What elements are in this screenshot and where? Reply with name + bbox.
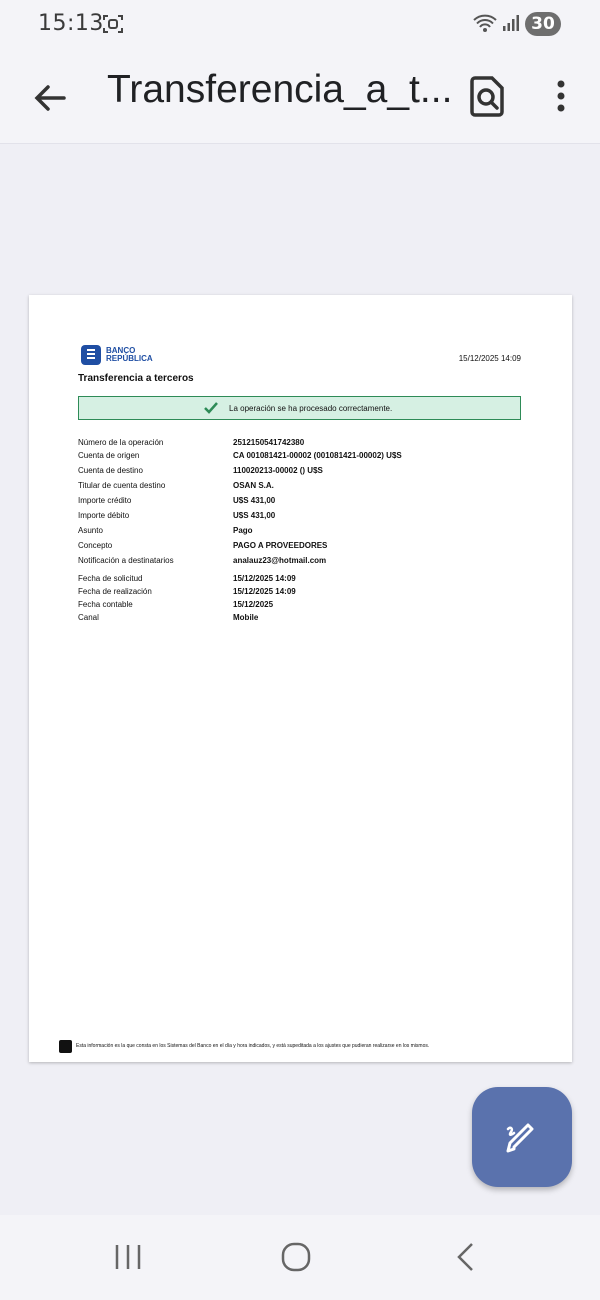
document-page[interactable] xyxy=(29,295,572,1062)
row-value: OSAN S.A. xyxy=(233,481,274,490)
back-arrow-icon[interactable] xyxy=(28,76,72,120)
success-message: La operación se ha procesado correctamente. xyxy=(229,404,393,413)
row-label: Notificación a destinatarios xyxy=(78,556,174,565)
row-label: Importe débito xyxy=(78,511,130,520)
row-value: PAGO A PROVEEDORES xyxy=(233,541,328,550)
status-bar xyxy=(0,0,600,48)
edit-pen-icon xyxy=(502,1117,542,1157)
row-value: U$S 431,00 xyxy=(233,496,276,505)
bank-name-line1: BANCO xyxy=(106,346,136,355)
row-value: CA 001081421-00002 (001081421-00002) U$S xyxy=(233,451,402,460)
row-value: 15/12/2025 14:09 xyxy=(233,587,296,596)
bank-name-line2: REPÚBLICA xyxy=(106,354,153,363)
row-value: U$S 431,00 xyxy=(233,511,276,520)
nav-back-icon[interactable] xyxy=(455,1241,477,1273)
document-search-icon[interactable] xyxy=(466,74,508,118)
footer-disclaimer: Esta información es la que consta en los Sistemas del Banco en el día y hora indicados, y está supeditada a los ajustes que pudieran realizarse en los mismos. xyxy=(76,1043,430,1049)
row-label: Asunto xyxy=(78,526,103,535)
row-label: Fecha de realización xyxy=(78,587,152,596)
row-label: Titular de cuenta destino xyxy=(78,481,166,490)
row-value: analauz23@hotmail.com xyxy=(233,556,327,565)
row-label: Fecha contable xyxy=(78,600,133,609)
battery-indicator: 30 xyxy=(525,12,561,36)
check-icon xyxy=(203,400,219,416)
row-label: Fecha de solicitud xyxy=(78,574,143,583)
row-value: Pago xyxy=(233,526,253,535)
document-title: Transferencia_a_t... xyxy=(107,68,453,111)
nav-recents-icon[interactable] xyxy=(113,1243,143,1271)
more-vert-icon[interactable] xyxy=(546,76,576,116)
app-bar xyxy=(0,48,600,144)
bank-footer-icon xyxy=(59,1040,72,1053)
row-value: 110020213-00002 () U$S xyxy=(233,466,323,475)
row-value: Mobile xyxy=(233,613,259,622)
nav-home-icon[interactable] xyxy=(280,1241,312,1273)
bank-logo-icon xyxy=(81,345,101,365)
document-date: 15/12/2025 14:09 xyxy=(458,354,521,363)
success-banner xyxy=(78,396,521,420)
row-label: Número de la operación xyxy=(78,438,164,447)
system-nav-bar xyxy=(0,1215,600,1300)
edit-fab-button[interactable] xyxy=(472,1087,572,1187)
screenshot-icon xyxy=(102,13,124,35)
row-value: 15/12/2025 14:09 xyxy=(233,574,296,583)
wifi-icon xyxy=(472,13,498,33)
document-heading: Transferencia a terceros xyxy=(78,373,194,384)
row-label: Importe crédito xyxy=(78,496,132,505)
status-time: 15:13 xyxy=(38,11,104,36)
row-value: 2512150541742380 xyxy=(233,438,305,447)
bank-name xyxy=(106,347,153,363)
row-value: 15/12/2025 xyxy=(233,600,274,609)
row-label: Cuenta de destino xyxy=(78,466,143,475)
row-label: Concepto xyxy=(78,541,113,550)
signal-icon xyxy=(502,14,520,32)
row-label: Canal xyxy=(78,613,99,622)
row-label: Cuenta de origen xyxy=(78,451,140,460)
